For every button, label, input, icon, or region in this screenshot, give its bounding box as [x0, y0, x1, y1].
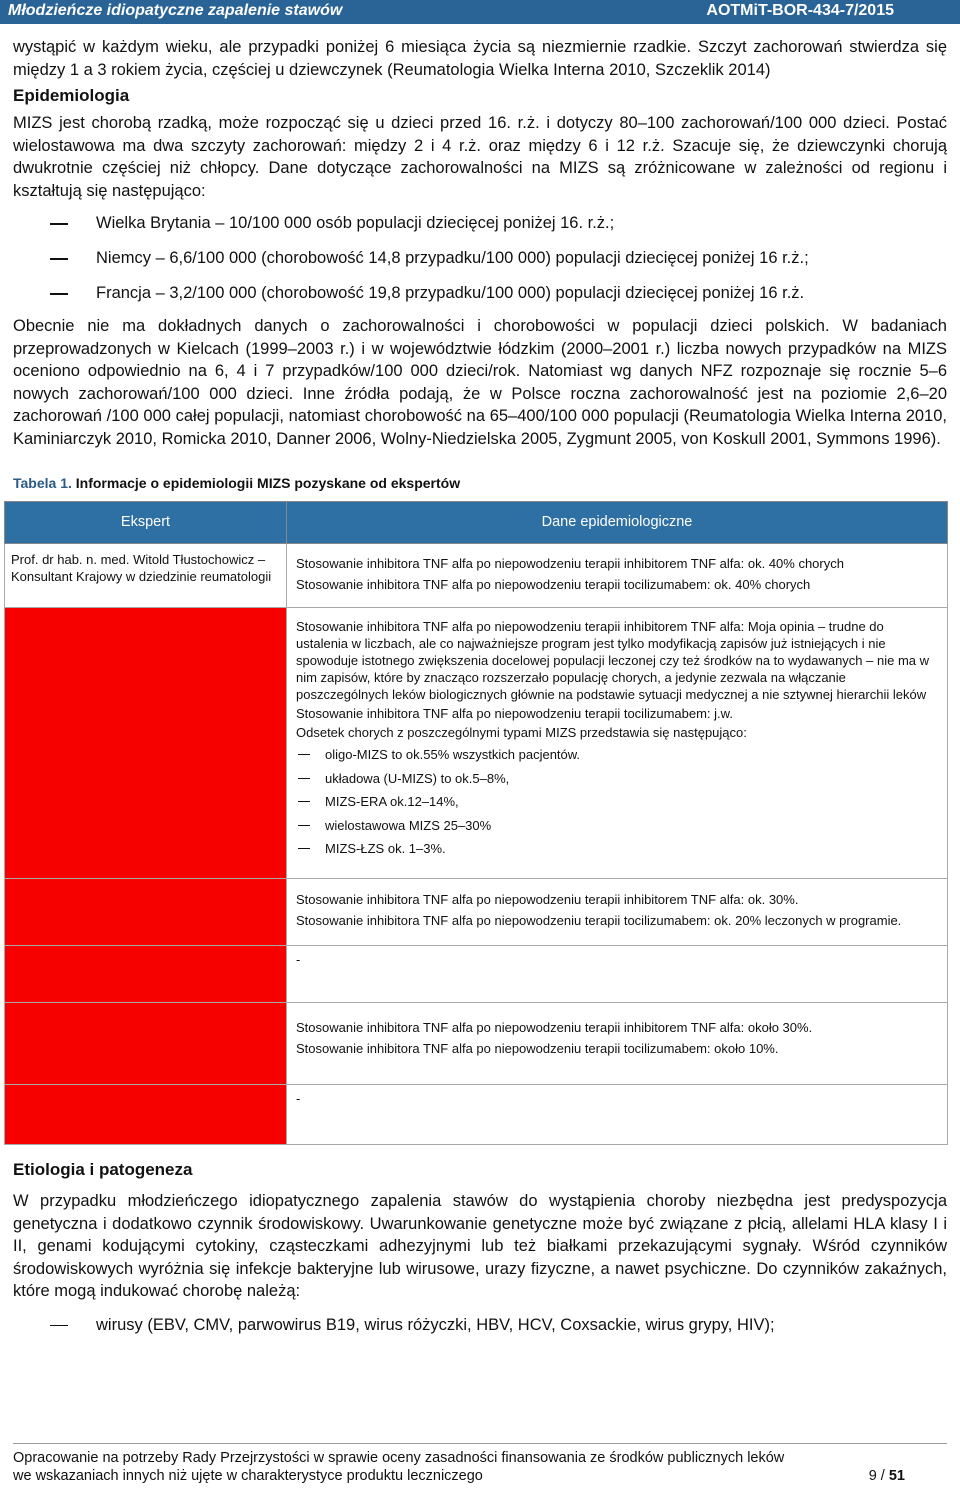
mizs-types-list	[296, 743, 937, 861]
column-header-expert: Ekspert	[5, 502, 287, 544]
table-row	[5, 946, 948, 1003]
page-number: 9 / 51	[868, 1468, 905, 1484]
table-header-row	[5, 502, 948, 544]
table-row	[5, 544, 948, 608]
data-cell: -	[287, 946, 948, 1003]
redacted-expert-cell	[5, 1003, 287, 1085]
intro-paragraph: wystąpić w każdym wieku, ale przypadki poniżej 6 miesiąca życia są niezmiernie rzadkie. Szczyt zachorowań stwierdza się między 1 a 3 rokiem życia, częściej u dziewczynek (Reumatologia Wielka Interna 2010, Szczeklik 2014)	[13, 38, 947, 79]
table-caption-text: Informacje o epidemiologii MIZS pozyskane od ekspertów	[75, 475, 461, 491]
dash-bullet-icon	[298, 848, 310, 849]
dash-bullet-icon	[298, 778, 310, 779]
epidemiology-paragraph: MIZS jest chorobą rzadką, może rozpocząć się u dzieci przed 16. r.ż. i dotyczy 80–100 zachorowań/100 000 dzieci. Postać wielostawowa ma dwa szczyty zachorowań: między 2 i 4 r.ż. oraz między 6 i 12 r.ż. Szacuje się, że dziewczynki chorują dwukrotnie częściej niż chłopcy. Dane dotyczące zachorowalności na MIZS są zróżnicowane w zależności od regionu i kształtują się następująco:	[13, 114, 947, 200]
list-item: układowa (U-MIZS) to ok.5–8%,	[296, 767, 937, 791]
data-cell: Stosowanie inhibitora TNF alfa po niepowodzeniu terapii inhibitorem TNF alfa: ok. 30%. Stosowanie inhibitora TNF alfa po niepowodzeniu terapii tocilizumabem: ok. 20% leczonych w programie.	[287, 879, 948, 946]
incidence-list	[13, 212, 947, 304]
dash-bullet-icon	[50, 1325, 68, 1327]
redacted-expert-cell	[5, 608, 287, 879]
dash-bullet-icon	[298, 754, 310, 755]
page-footer	[13, 1449, 947, 1485]
list-item: MIZS-ERA ok.12–14%,	[296, 790, 937, 814]
page-content	[13, 36, 947, 1336]
footer-line-1: Opracowanie na potrzeby Rady Przejrzystości w sprawie oceny zasadności finansowania ze środków publicznych leków	[13, 1450, 785, 1466]
epidemiology-table	[4, 501, 948, 1145]
table-row	[5, 879, 948, 946]
data-cell: Stosowanie inhibitora TNF alfa po niepowodzeniu terapii inhibitorem TNF alfa: ok. 40% chorych Stosowanie inhibitora TNF alfa po niepowodzeniu terapii tocilizumabem: ok. 40% chorych	[287, 544, 948, 608]
infectious-factors-list	[13, 1314, 947, 1336]
dash-bullet-icon	[50, 258, 68, 260]
table-caption-label: Tabela 1.	[13, 475, 72, 491]
section-heading-epidemiology: Epidemiologia	[13, 86, 130, 105]
running-header	[0, 0, 960, 24]
redacted-expert-cell	[5, 946, 287, 1003]
list-item: Wielka Brytania – 10/100 000 osób populacji dziecięcej poniżej 16. r.ż.;	[13, 212, 947, 234]
epidemiology-paragraph-2: Obecnie nie ma dokładnych danych o zachorowalności i chorobowości w populacji dzieci polskich. W badaniach przeprowadzonych w Kielcach (1999–2003 r.) i w województwie łódzkim (2000–2001 r.) liczba nowych przypadków na MIZS oceniono odpowiednio na 6, 4 i 7 przypadków/100 000 dzieci/rok. Natomiast wg danych NFZ rozpoznaje się rocznie 5–6 nowych zachorowań/100 000 dzieci. Inne źródła podają, że w Polsce roczna zachorowalność jest na poziomie 2,6–20 zachorowań /100 000 całej populacji, natomiast chorobowość na 65–400/100 000 populacji (Reumatologia Wielka Interna 2010, Kaminiarczyk 2010, Romicka 2010, Danner 2006, Wolny-Niedzielska 2005, Zygmunt 2005, von Koskull 2001, Symmons 1996).	[13, 317, 947, 448]
dash-bullet-icon	[50, 223, 68, 225]
list-item: wirusy (EBV, CMV, parwowirus B19, wirus różyczki, HBV, HCV, Coxsackie, wirus grypy, HIV);	[13, 1314, 947, 1336]
column-header-data: Dane epidemiologiczne	[287, 502, 948, 544]
dash-bullet-icon	[298, 825, 310, 826]
dash-bullet-icon	[298, 801, 310, 802]
list-item: Francja – 3,2/100 000 (chorobowość 19,8 przypadku/100 000) populacji dziecięcej poniżej 16 r.ż.	[13, 282, 947, 304]
section-heading-etiology: Etiologia i patogeneza	[13, 1160, 193, 1179]
data-cell: Stosowanie inhibitora TNF alfa po niepowodzeniu terapii inhibitorem TNF alfa: Moja opinia – trudne do ustalenia w liczbach, ale co najważniejsze program jest tylko modyfikacją zapisów już istniejących i nie spowoduje istotnego zwiększenia docelowej populacji leczonej czy też środków na to wydawanych – nie ma w nim zapisów, które by znacząco rozszerzało populację chorych, a jedynie zezwala na włączanie poszczególnych leków biologicznych głównie na podstawie sytuacji medycznej a nie sztywnej hierarchii leków Stosowanie inhibitora TNF alfa po niepowodzeniu terapii tocilizumabem: j.w. Odsetek chorych z poszczególnymi typami MIZS przedstawia się następująco: oligo-MIZS to ok.55% wszystkich pacjentów. układowa (U-MIZS) to ok.5–8%, MIZS-ERA ok.12–14%, wielostawowa MIZS 25–30% MIZS-ŁZS ok. 1–3%.	[287, 608, 948, 879]
list-item: MIZS-ŁZS ok. 1–3%.	[296, 837, 937, 861]
redacted-expert-cell	[5, 879, 287, 946]
table-row	[5, 608, 948, 879]
list-item: Niemcy – 6,6/100 000 (chorobowość 14,8 przypadku/100 000) populacji dziecięcej poniżej 16 r.ż.;	[13, 247, 947, 269]
data-cell: Stosowanie inhibitora TNF alfa po niepowodzeniu terapii inhibitorem TNF alfa: około 30%. Stosowanie inhibitora TNF alfa po niepowodzeniu terapii tocilizumabem: około 10%.	[287, 1003, 948, 1085]
list-item: oligo-MIZS to ok.55% wszystkich pacjentów.	[296, 743, 937, 767]
etiology-paragraph: W przypadku młodzieńczego idiopatycznego zapalenia stawów do wystąpienia choroby niezbędna jest predyspozycja genetyczna i dodatkowo czynnik środowiskowy. Uwarunkowanie genetyczne może być związane z płcią, allelami HLA klasy I i II, genami kodującymi cytokiny, cząsteczkami adhezyjnymi lub też białkami przekazującymi sygnały. Wśród czynników środowiskowych wyróżnia się infekcje bakteryjne lub wirusowe, urazy fizyczne, a nawet psychiczne. Do czynników zakaźnych, które mogą indukować chorobę należą:	[13, 1192, 947, 1300]
dash-bullet-icon	[50, 293, 68, 295]
header-report-id: AOTMiT-BOR-434-7/2015	[706, 2, 894, 19]
table-row	[5, 1003, 948, 1085]
footer-line-2: we wskazaniach innych niż ujęte w charakterystyce produktu leczniczego	[13, 1468, 483, 1484]
data-cell: -	[287, 1085, 948, 1145]
table-row	[5, 1085, 948, 1145]
expert-cell: Prof. dr hab. n. med. Witold Tłustochowicz – Konsultant Krajowy w dziedzinie reumatologii	[5, 544, 287, 608]
table-caption	[13, 475, 947, 491]
header-title: Młodzieńcze idiopatyczne zapalenie stawów	[8, 2, 343, 19]
list-item: wielostawowa MIZS 25–30%	[296, 814, 937, 838]
footer-divider	[13, 1443, 947, 1444]
redacted-expert-cell	[5, 1085, 287, 1145]
